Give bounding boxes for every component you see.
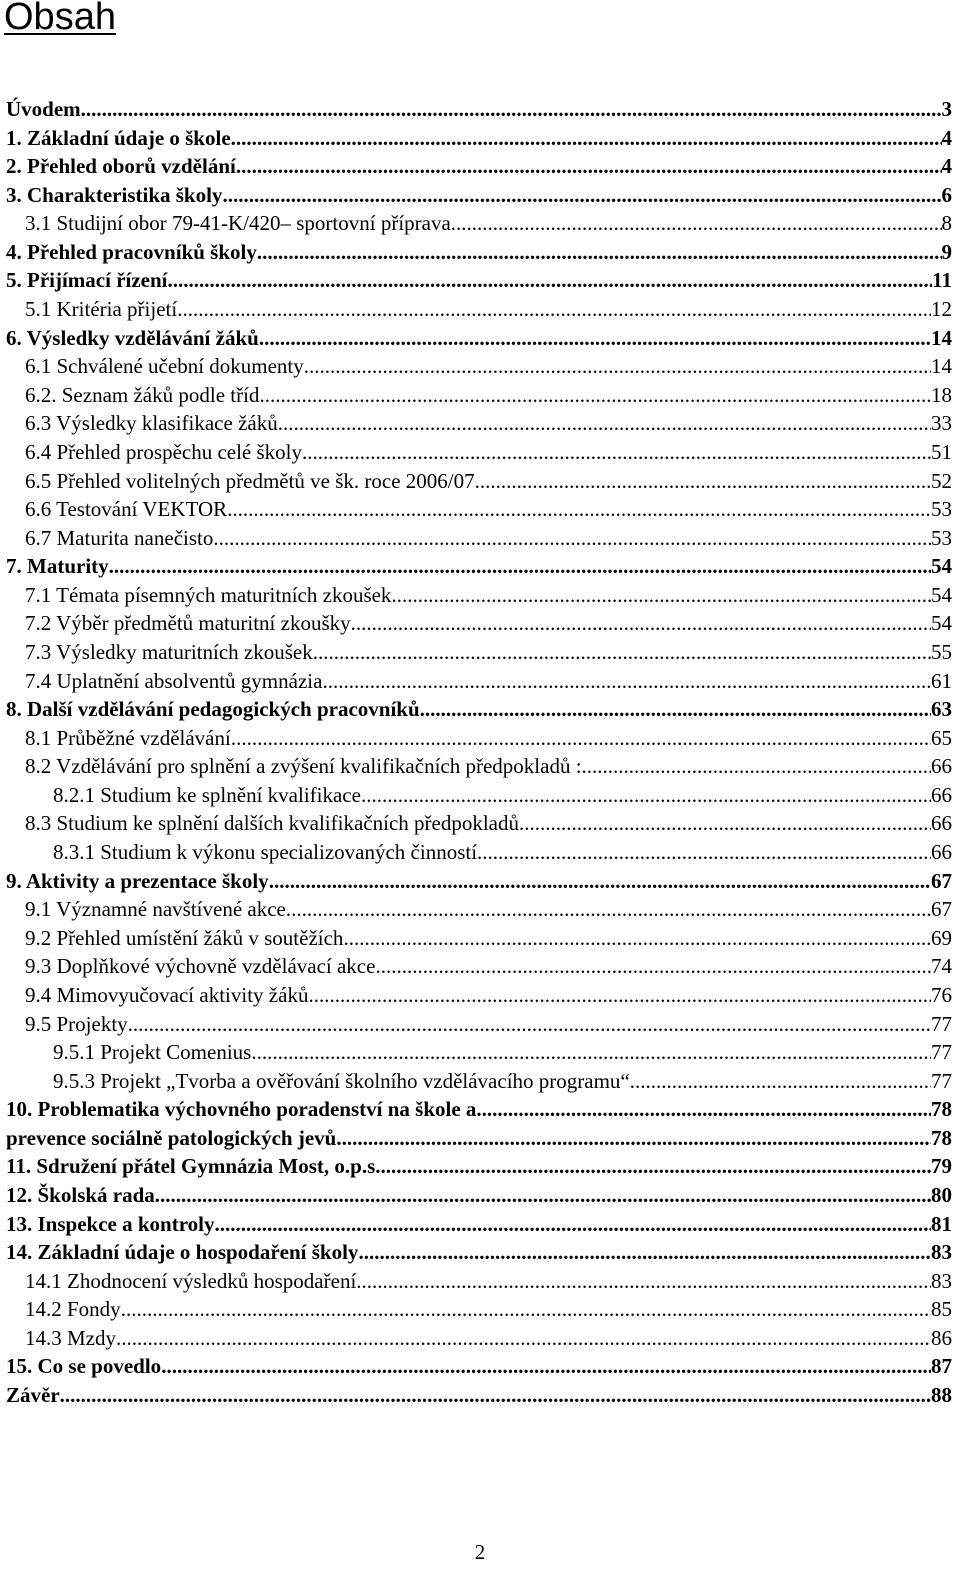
toc-entry[interactable] bbox=[6, 438, 952, 467]
toc-entry-page: 53 bbox=[931, 525, 952, 550]
toc-entry-page: 54 bbox=[931, 582, 952, 607]
dot-leader bbox=[351, 609, 931, 638]
toc-entry[interactable] bbox=[6, 1067, 952, 1096]
toc-entry-page: 66 bbox=[931, 754, 952, 779]
toc-entry-title: 6.3 Výsledky klasifikace žáků bbox=[25, 411, 278, 436]
toc-entry-page: 11 bbox=[932, 268, 952, 293]
toc-entry-page: 78 bbox=[931, 1097, 952, 1122]
toc-entry-title: 8.3 Studium ke splnění dalších kvalifikačních předpokladů bbox=[25, 811, 519, 836]
toc-entry-page: 53 bbox=[931, 497, 952, 522]
dot-leader bbox=[451, 209, 942, 238]
toc-entry-page: 33 bbox=[931, 411, 952, 436]
dot-leader bbox=[356, 1267, 931, 1296]
toc-entry[interactable] bbox=[6, 981, 952, 1010]
dot-leader bbox=[361, 781, 931, 810]
toc-entry-title: 7. Maturity bbox=[6, 554, 109, 579]
dot-leader bbox=[358, 1238, 931, 1267]
toc-entry-page: 88 bbox=[931, 1383, 952, 1408]
toc-entry-title: 9.3 Doplňkové výchovně vzdělávací akce bbox=[25, 954, 376, 979]
toc-entry[interactable] bbox=[6, 724, 952, 753]
toc-entry[interactable] bbox=[6, 95, 952, 124]
toc-entry[interactable] bbox=[6, 924, 952, 953]
toc-entry-title: 7.3 Výsledky maturitních zkoušek bbox=[25, 639, 313, 664]
dot-leader bbox=[214, 1210, 931, 1239]
dot-leader bbox=[128, 1010, 931, 1039]
toc-entry-page: 85 bbox=[931, 1297, 952, 1322]
dot-leader bbox=[302, 438, 931, 467]
toc-entry-title: 6.4 Přehled prospěchu celé školy bbox=[25, 439, 303, 464]
toc-entry[interactable] bbox=[6, 895, 952, 924]
toc-entry-page: 54 bbox=[931, 554, 952, 579]
page-title: Obsah bbox=[4, 0, 116, 38]
toc-entry-title: 14. Základní údaje o hospodaření školy bbox=[6, 1240, 359, 1265]
toc-entry[interactable] bbox=[6, 952, 952, 981]
toc-entry[interactable] bbox=[6, 667, 952, 696]
toc-entry-title: 9.2 Přehled umístění žáků v soutěžích bbox=[25, 925, 344, 950]
toc-entry-page: 61 bbox=[931, 668, 952, 693]
toc-entry-page: 6 bbox=[941, 182, 952, 207]
toc-entry-page: 9 bbox=[941, 239, 952, 264]
toc-entry-page: 77 bbox=[931, 1040, 952, 1065]
dot-leader bbox=[155, 1181, 931, 1210]
toc-entry[interactable] bbox=[6, 467, 952, 496]
dot-leader bbox=[375, 952, 931, 981]
toc-entry-page: 4 bbox=[941, 125, 952, 150]
toc-entry-page: 67 bbox=[931, 897, 952, 922]
toc-entry-page: 63 bbox=[931, 697, 952, 722]
page-number: 2 bbox=[474, 1540, 486, 1564]
dot-leader bbox=[519, 809, 931, 838]
dot-leader bbox=[161, 1352, 931, 1381]
toc-entry-title: 14.2 Fondy bbox=[25, 1297, 121, 1322]
dot-leader bbox=[420, 695, 931, 724]
toc-entry-title: 14.3 Mzdy bbox=[25, 1325, 116, 1350]
toc-entry-title: 7.2 Výběr předmětů maturitní zkoušky bbox=[25, 611, 351, 636]
dot-leader bbox=[231, 724, 931, 753]
toc-entry[interactable] bbox=[6, 809, 952, 838]
toc-entry[interactable] bbox=[6, 495, 952, 524]
dot-leader bbox=[251, 1038, 931, 1067]
toc-entry[interactable] bbox=[6, 1124, 952, 1153]
toc-entry-title: 11. Sdružení přátel Gymnázia Most, o.p.s. bbox=[6, 1154, 381, 1179]
dot-leader bbox=[336, 1124, 931, 1153]
toc-entry-page: 79 bbox=[931, 1154, 952, 1179]
dot-leader bbox=[322, 667, 931, 696]
toc-entry-page: 77 bbox=[931, 1011, 952, 1036]
toc-entry-title: 15. Co se povedlo bbox=[6, 1354, 162, 1379]
toc-entry-title: 6.2. Seznam žáků podle tříd bbox=[25, 382, 260, 407]
toc-entry-page: 81 bbox=[931, 1211, 952, 1236]
toc-entry-page: 69 bbox=[931, 925, 952, 950]
toc-entry[interactable] bbox=[6, 1152, 952, 1181]
toc-entry-page: 86 bbox=[931, 1325, 952, 1350]
toc-entry-title: 6. Výsledky vzdělávání žáků bbox=[6, 325, 259, 350]
dot-leader bbox=[313, 638, 931, 667]
toc-entry[interactable] bbox=[6, 409, 952, 438]
dot-leader bbox=[168, 266, 933, 295]
toc-entry-page: 76 bbox=[931, 982, 952, 1007]
dot-leader bbox=[308, 981, 931, 1010]
toc-entry[interactable] bbox=[6, 838, 952, 867]
toc-entry[interactable] bbox=[6, 1010, 952, 1039]
toc-entry-title: 14.1 Zhodnocení výsledků hospodaření bbox=[25, 1268, 357, 1293]
toc-entry-page: 74 bbox=[931, 954, 952, 979]
toc-entry[interactable] bbox=[6, 638, 952, 667]
toc-entry-page: 3 bbox=[941, 97, 952, 121]
toc-entry[interactable] bbox=[6, 352, 952, 381]
toc-entry-title: 8.2 Vzdělávání pro splnění a zvýšení kvalifikačních předpokladů : bbox=[25, 754, 582, 779]
toc-entry-title: 1. Základní údaje o škole bbox=[6, 125, 231, 150]
table-of-contents bbox=[6, 95, 952, 1410]
dot-leader bbox=[477, 838, 931, 867]
toc-entry[interactable] bbox=[6, 295, 952, 324]
toc-entry[interactable] bbox=[6, 524, 952, 553]
dot-leader bbox=[582, 752, 931, 781]
toc-entry[interactable] bbox=[6, 695, 952, 724]
toc-entry[interactable] bbox=[6, 152, 952, 181]
dot-leader bbox=[109, 552, 931, 581]
dot-leader bbox=[259, 381, 931, 410]
toc-entry-title: 9.5.3 Projekt „Tvorba a ověřování školního vzdělávacího programu“ bbox=[53, 1068, 630, 1093]
toc-entry-title: 2. Přehled oborů vzdělání bbox=[6, 154, 236, 179]
toc-entry-title: 8.3.1 Studium k výkonu specializovaných činností bbox=[53, 840, 478, 865]
dot-leader bbox=[259, 324, 931, 353]
toc-entry-title: 6.6 Testování VEKTOR bbox=[25, 497, 228, 522]
toc-entry-page: 83 bbox=[931, 1240, 952, 1265]
dot-leader bbox=[304, 352, 931, 381]
toc-entry-title: 12. Školská rada bbox=[6, 1182, 155, 1207]
toc-entry-page: 12 bbox=[931, 297, 952, 322]
toc-entry-page: 80 bbox=[931, 1182, 952, 1207]
toc-entry[interactable] bbox=[6, 609, 952, 638]
toc-entry[interactable] bbox=[6, 124, 952, 153]
toc-entry-page: 66 bbox=[931, 811, 952, 836]
toc-entry-page: 8 bbox=[941, 211, 952, 236]
toc-entry[interactable] bbox=[6, 1295, 952, 1324]
toc-entry-title: 9.4 Mimovyučovací aktivity žáků bbox=[25, 982, 309, 1007]
dot-leader bbox=[475, 467, 931, 496]
toc-entry[interactable] bbox=[6, 1352, 952, 1381]
toc-entry[interactable] bbox=[6, 1324, 952, 1353]
toc-entry[interactable] bbox=[6, 1210, 952, 1239]
dot-leader bbox=[177, 295, 931, 324]
toc-entry-title: 6.7 Maturita nanečisto bbox=[25, 525, 214, 550]
toc-entry-page: 66 bbox=[931, 840, 952, 865]
toc-entry-page: 14 bbox=[931, 325, 952, 350]
dot-leader bbox=[227, 495, 931, 524]
dot-leader bbox=[257, 238, 942, 267]
toc-entry-title: Úvodem bbox=[6, 97, 81, 121]
dot-leader bbox=[343, 924, 931, 953]
toc-entry-title: Závěr bbox=[6, 1383, 60, 1408]
toc-entry[interactable] bbox=[6, 209, 952, 238]
toc-entry-page: 18 bbox=[931, 382, 952, 407]
toc-entry[interactable] bbox=[6, 552, 952, 581]
toc-entry-title: 7.4 Uplatnění absolventů gymnázia bbox=[25, 668, 323, 693]
toc-entry-title: 5. Přijímací řízení bbox=[6, 268, 168, 293]
dot-leader bbox=[286, 895, 931, 924]
toc-entry[interactable] bbox=[6, 324, 952, 353]
toc-entry-title: 9. Aktivity a prezentace školy bbox=[6, 868, 269, 893]
dot-leader bbox=[60, 1381, 931, 1410]
dot-leader bbox=[269, 867, 931, 896]
dot-leader bbox=[121, 1295, 931, 1324]
toc-entry[interactable] bbox=[6, 581, 952, 610]
toc-entry-title: 9.5 Projekty bbox=[25, 1011, 128, 1036]
toc-entry-page: 78 bbox=[931, 1125, 952, 1150]
toc-entry-page: 65 bbox=[931, 725, 952, 750]
toc-entry[interactable] bbox=[6, 1181, 952, 1210]
toc-entry-page: 55 bbox=[931, 639, 952, 664]
toc-entry-title: 8.1 Průběžné vzdělávání bbox=[25, 725, 231, 750]
dot-leader bbox=[476, 1095, 931, 1124]
toc-entry-page: 4 bbox=[941, 154, 952, 179]
toc-entry-page: 77 bbox=[931, 1068, 952, 1093]
dot-leader bbox=[236, 152, 942, 181]
toc-entry[interactable] bbox=[6, 867, 952, 896]
toc-entry-title: 6.5 Přehled volitelných předmětů ve šk. roce 2006/07 bbox=[25, 468, 475, 493]
dot-leader bbox=[278, 409, 931, 438]
toc-entry-title: 9.1 Významné navštívené akce bbox=[25, 897, 286, 922]
toc-entry-title: 13. Inspekce a kontroly bbox=[6, 1211, 215, 1236]
toc-entry-page: 14 bbox=[931, 354, 952, 379]
dot-leader bbox=[213, 524, 931, 553]
dot-leader bbox=[116, 1324, 931, 1353]
toc-entry[interactable] bbox=[6, 238, 952, 267]
toc-entry[interactable] bbox=[6, 1267, 952, 1296]
toc-entry-title: 10. Problematika výchovného poradenství na škole a bbox=[6, 1097, 477, 1122]
toc-entry-page: 83 bbox=[931, 1268, 952, 1293]
toc-entry[interactable] bbox=[6, 1381, 952, 1410]
toc-entry-title: 3. Charakteristika školy bbox=[6, 182, 223, 207]
toc-entry-page: 54 bbox=[931, 611, 952, 636]
toc-entry-title: 8. Další vzdělávání pedagogických pracovníků bbox=[6, 697, 420, 722]
dot-leader bbox=[381, 1152, 931, 1181]
dot-leader bbox=[231, 124, 942, 153]
toc-entry-title: 7.1 Témata písemných maturitních zkoušek bbox=[25, 582, 392, 607]
toc-entry-page: 51 bbox=[931, 439, 952, 464]
dot-leader bbox=[222, 181, 941, 210]
toc-entry[interactable] bbox=[6, 1095, 952, 1124]
toc-entry-title: 8.2.1 Studium ke splnění kvalifikace bbox=[53, 782, 361, 807]
toc-entry-title: 4. Přehled pracovníků školy bbox=[6, 239, 257, 264]
dot-leader bbox=[630, 1067, 931, 1096]
toc-entry[interactable] bbox=[6, 1238, 952, 1267]
toc-entry[interactable] bbox=[6, 1038, 952, 1067]
toc-entry-page: 67 bbox=[931, 868, 952, 893]
toc-entry-title: 3.1 Studijní obor 79-41-K/420– sportovní příprava bbox=[25, 211, 451, 236]
dot-leader bbox=[81, 95, 942, 124]
dot-leader bbox=[391, 581, 931, 610]
toc-entry-page: 52 bbox=[931, 468, 952, 493]
toc-entry[interactable] bbox=[6, 381, 952, 410]
toc-entry-title: 9.5.1 Projekt Comenius bbox=[53, 1040, 252, 1065]
toc-entry[interactable] bbox=[6, 752, 952, 781]
toc-entry[interactable] bbox=[6, 781, 952, 810]
toc-entry-page: 87 bbox=[931, 1354, 952, 1379]
toc-entry[interactable] bbox=[6, 181, 952, 210]
toc-entry-title: 6.1 Schválené učební dokumenty bbox=[25, 354, 304, 379]
toc-entry-page: 66 bbox=[931, 782, 952, 807]
toc-entry[interactable] bbox=[6, 266, 952, 295]
toc-entry-title: prevence sociálně patologických jevů bbox=[6, 1125, 337, 1150]
toc-entry-title: 5.1 Kritéria přijetí bbox=[25, 297, 178, 322]
